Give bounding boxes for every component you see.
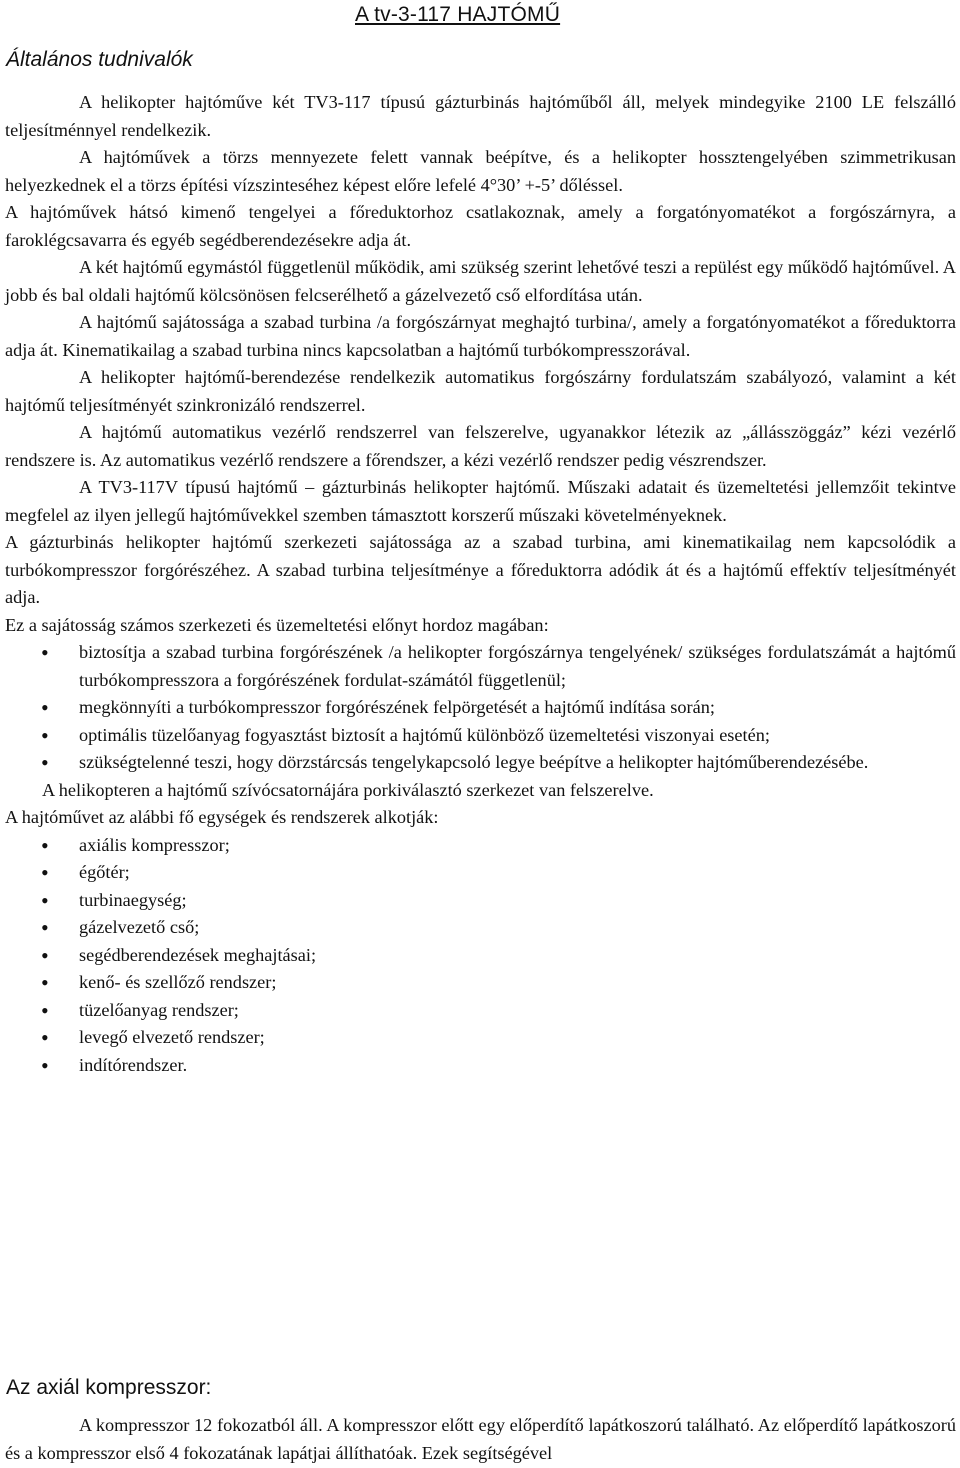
section-heading-axial-compressor: Az axiál kompresszor: [6, 1376, 212, 1399]
list-item: • turbinaegység; [5, 887, 956, 915]
units-list [5, 832, 956, 1080]
list-item: • tüzelőanyag rendszer; [5, 997, 956, 1025]
paragraph: A hajtómű automatikus vezérlő rendszerrel van felszerelve, ugyanakkor létezik az „állásszöggáz” kézi vezérlő rendszere is. Az automatikus vezérlő rendszere a főrendszer, a kézi vezérlő rendszer pedig vészrendszer. [5, 422, 956, 470]
paragraph: A hajtóművek a törzs mennyezete felett vannak beépítve, és a helikopter hossztengelyében szimmetrikusan helyezkednek el a törzs építési vízszinteséhez képest előre lefelé 4°30’ +-5’ dőléssel. [5, 147, 956, 195]
paragraph: A gázturbinás helikopter hajtómű szerkezeti sajátossága az a szabad turbina, ami kinematikailag nem kapcsolódik a turbókompresszor forgórészéhez. A szabad turbina teljesítménye a főreduktorra adódik át és a hajtómű effektív teljesítményét adja. [5, 532, 956, 607]
list-item: • axiális kompresszor; [5, 832, 956, 860]
paragraph: A helikopteren a hajtómű szívócsatornájára porkiválasztó szerkezet van felszerelve. [42, 779, 654, 800]
list-item: • biztosítja a szabad turbina forgórészének /a helikopter forgószárnya tengelyének/ szükséges fordulatszámát a hajtómű turbókompresszora a forgórészének fordulat-számától függetlenül; [5, 639, 956, 694]
paragraph: A kompresszor 12 fokozatból áll. A kompresszor előtt egy előperdítő lapátkoszorú található. Az előperdítő lapátkoszorú és a kompresszor első 4 fokozatának lapátjai állíthatóak. Ezek segítségével [5, 1415, 956, 1463]
list-item: • kenő- és szellőző rendszer; [5, 969, 956, 997]
list-item: • szükségtelenné teszi, hogy dörzstárcsás tengelykapcsoló legye beépítve a helikopter hajtóműberendezésébe. [5, 749, 956, 777]
paragraph: A helikopter hajtómű-berendezése rendelkezik automatikus forgószárny fordulatszám szabályozó, valamint a két hajtómű teljesítményét szinkronizáló rendszerrel. [5, 367, 956, 415]
paragraph: A helikopter hajtóműve két TV3-117 típusú gázturbinás hajtóműből áll, melyek mindegyike 2100 LE felszálló teljesítménnyel rendelkezik. [5, 92, 956, 140]
advantages-list [5, 639, 956, 777]
list-item: • levegő elvezető rendszer; [5, 1024, 956, 1052]
paragraph: A hajtómű sajátossága a szabad turbina /a forgószárnyat meghajtó turbina/, amely a forgatónyomatékot a főreduktorra adja át. Kinematikailag a szabad turbina nincs kapcsolatban a hajtómű turbókompresszorával. [5, 312, 956, 360]
list-item: • segédberendezések meghajtásai; [5, 942, 956, 970]
list-item: • indítórendszer. [5, 1052, 956, 1080]
list-item: • gázelvezető cső; [5, 914, 956, 942]
paragraph: A hajtóművek hátsó kimenő tengelyei a főreduktorhoz csatlakoznak, amely a forgatónyomatékot a forgószárnyra, a faroklégcsavarra és egyéb segédberendezésekre adja át. [5, 202, 956, 250]
list-item: • megkönnyíti a turbókompresszor forgórészének felpörgetését a hajtómű indítása során; [5, 694, 956, 722]
paragraph: A TV3-117V típusú hajtómű – gázturbinás helikopter hajtómű. Műszaki adatait és üzemeltetési jellemzőit tekintve megfelel az ilyen jellegű hajtóművekkel szemben támasztott korszerű műszaki követelményeknek. [5, 477, 956, 525]
section-heading-general: Általános tudnivalók [6, 48, 193, 71]
paragraph: A hajtóművet az alábbi fő egységek és rendszerek alkotják: [5, 807, 439, 827]
paragraph: A két hajtómű egymástól függetlenül működik, ami szükség szerint lehetővé teszi a repülést egy működő hajtóművel. A jobb és bal oldali hajtómű kölcsönösen felcserélhető a gázelvezető cső elfordítása után. [5, 257, 956, 305]
document-title: A tv-3-117 HAJTÓMŰ [355, 3, 561, 26]
paragraph: Ez a sajátosság számos szerkezeti és üzemeltetési előnyt hordoz magában: [5, 614, 549, 635]
list-item: • optimális tüzelőanyag fogyasztást biztosít a hajtómű különböző üzemeltetési viszonyai esetén; [5, 722, 956, 750]
compressor-body [5, 1412, 956, 1467]
general-body [5, 89, 956, 1079]
list-item: • égőtér; [5, 859, 956, 887]
